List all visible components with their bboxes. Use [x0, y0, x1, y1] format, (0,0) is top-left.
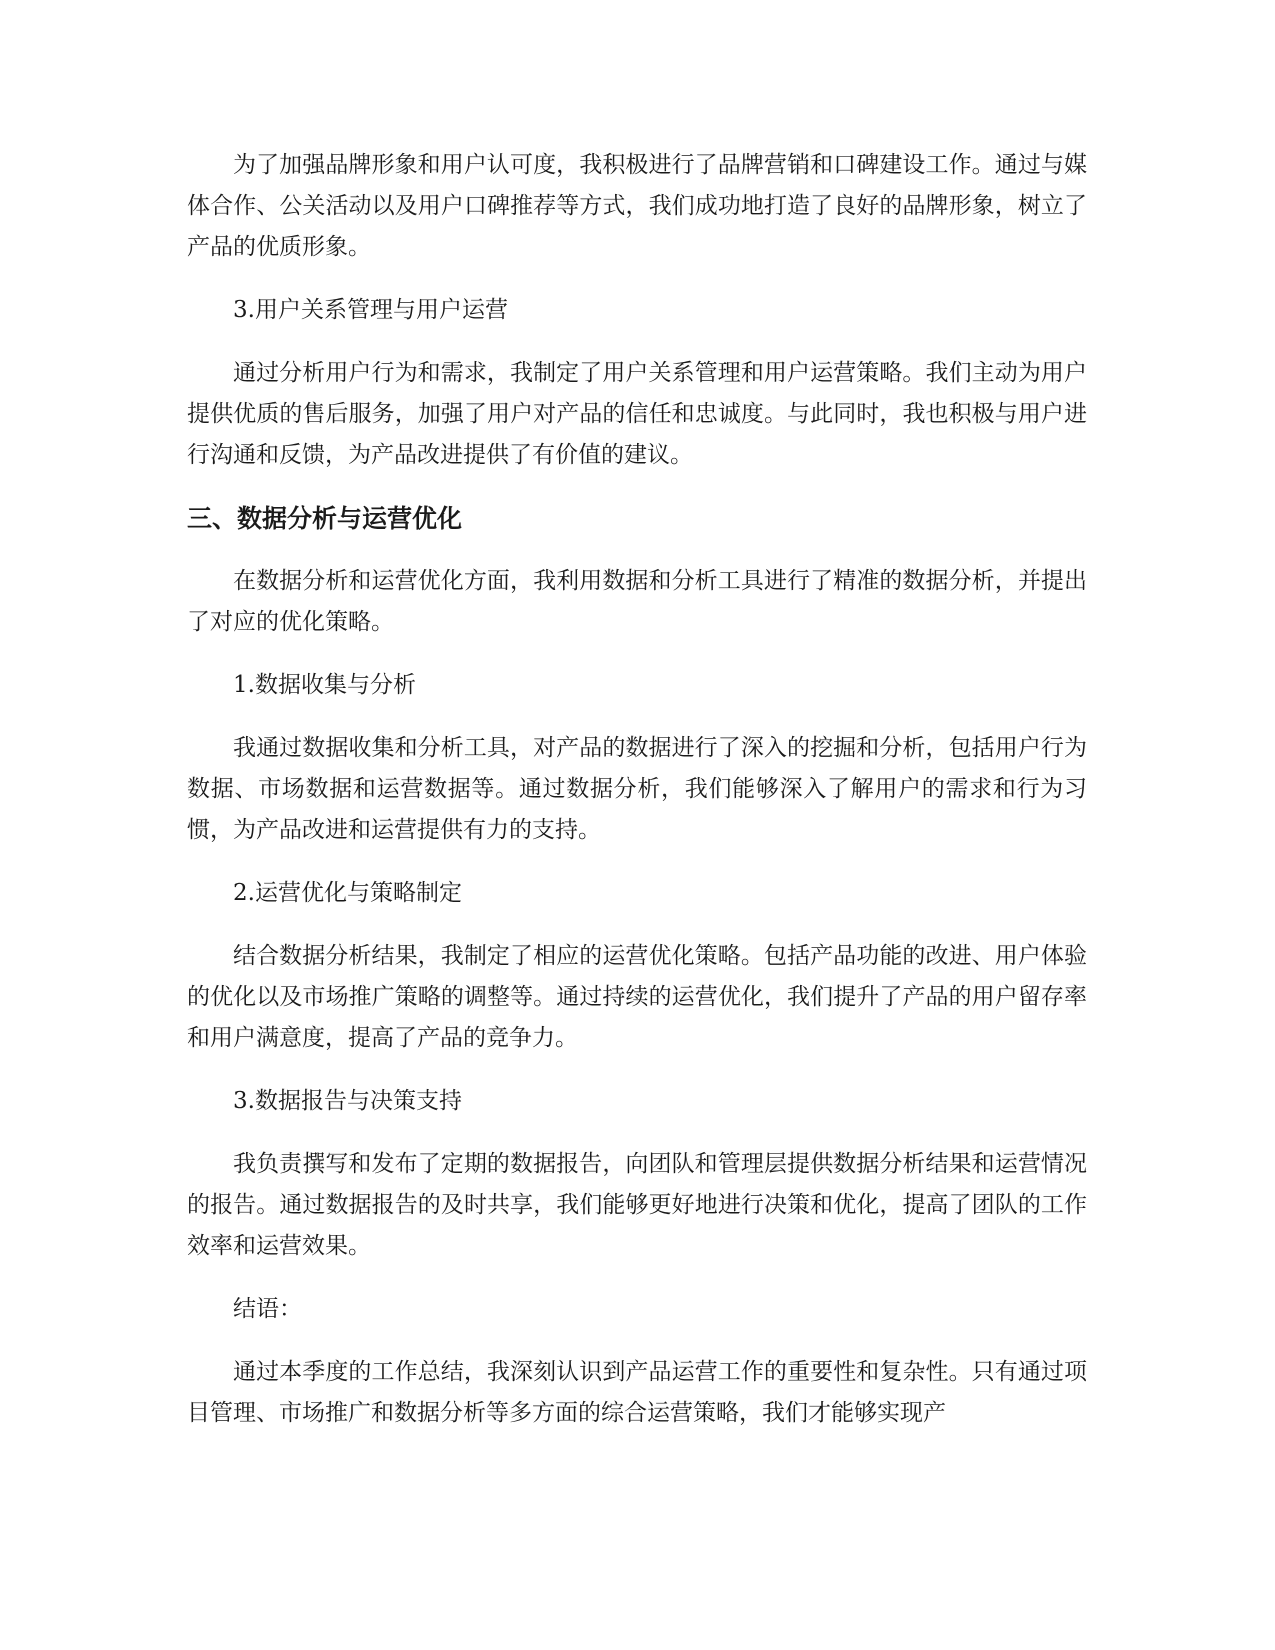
subheading-conclusion: 结语：: [233, 1296, 302, 1322]
paragraph-operation-optimization: 结合数据分析结果，我制定了相应的运营优化策略。包括产品功能的改进、用户体验的优化以及市场推广策略的调整等。通过持续的运营优化，我们提升了产品的用户留存率和用户满意度，提高了产品的竞争力。: [187, 943, 1087, 1051]
subheading-data-reports: 3.数据报告与决策支持: [233, 1088, 462, 1114]
section-heading-data-analysis: 三、数据分析与运营优化: [187, 504, 463, 533]
subheading-data-collection: 1.数据收集与分析: [233, 672, 416, 698]
paragraph-conclusion: 通过本季度的工作总结，我深刻认识到产品运营工作的重要性和复杂性。只有通过项目管理、市场推广和数据分析等多方面的综合运营策略，我们才能够实现产: [187, 1359, 1087, 1426]
subheading-user-relationship: 3.用户关系管理与用户运营: [233, 297, 508, 323]
paragraph-user-operations: 通过分析用户行为和需求，我制定了用户关系管理和用户运营策略。我们主动为用户提供优质的售后服务，加强了用户对产品的信任和忠诚度。与此同时，我也积极与用户进行沟通和反馈，为产品改进提供了有价值的建议。: [187, 360, 1087, 468]
paragraph-data-collection: 我通过数据收集和分析工具，对产品的数据进行了深入的挖掘和分析，包括用户行为数据、市场数据和运营数据等。通过数据分析，我们能够深入了解用户的需求和行为习惯，为产品改进和运营提供有力的支持。: [187, 735, 1087, 843]
paragraph-data-analysis-intro: 在数据分析和运营优化方面，我利用数据和分析工具进行了精准的数据分析，并提出了对应的优化策略。: [187, 568, 1087, 635]
subheading-operation-optimization: 2.运营优化与策略制定: [233, 880, 462, 906]
document-body: [187, 145, 1087, 1456]
paragraph-brand-marketing: 为了加强品牌形象和用户认可度，我积极进行了品牌营销和口碑建设工作。通过与媒体合作、公关活动以及用户口碑推荐等方式，我们成功地打造了良好的品牌形象，树立了产品的优质形象。: [187, 152, 1087, 260]
paragraph-data-reports: 我负责撰写和发布了定期的数据报告，向团队和管理层提供数据分析结果和运营情况的报告。通过数据报告的及时共享，我们能够更好地进行决策和优化，提高了团队的工作效率和运营效果。: [187, 1151, 1087, 1259]
